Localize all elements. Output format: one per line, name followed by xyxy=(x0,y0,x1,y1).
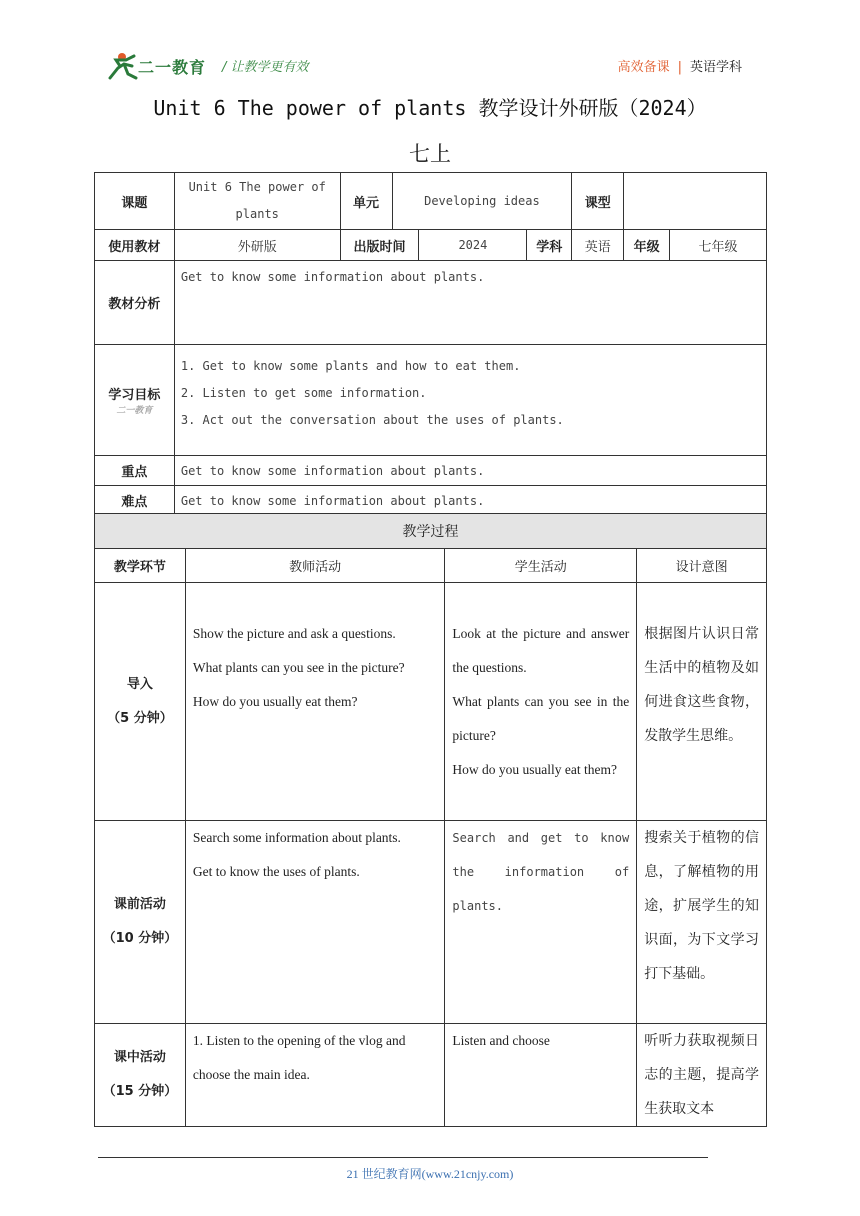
process-title: 教学过程 xyxy=(95,514,767,549)
teacher-line: 1. Listen to the opening of the vlog and choose the main idea. xyxy=(192,1033,406,1082)
lesson-type-value xyxy=(624,173,767,230)
goals-label-cell xyxy=(95,345,175,456)
document-title-line2: 七上 xyxy=(409,142,451,166)
stage-cell xyxy=(95,583,186,821)
pubtime-value: 2024 xyxy=(419,230,527,261)
topic-label: 课题 xyxy=(95,173,175,230)
header-tag-subject: 英语学科 xyxy=(689,60,742,75)
student-activity xyxy=(445,583,637,821)
goal-item: 1. Get to know some plants and how to eat them. xyxy=(180,359,521,373)
teacher-line: Get to know the uses of plants. xyxy=(192,864,360,879)
goals-label: 学习目标 xyxy=(108,388,161,403)
page-header xyxy=(0,0,860,90)
info-table xyxy=(94,172,767,516)
process-header-student: 学生活动 xyxy=(445,549,637,583)
table-row xyxy=(95,821,767,1024)
goals-watermark: 二一教育 xyxy=(116,406,153,416)
teacher-line: What plants can you see in the picture? xyxy=(192,660,405,675)
header-separator: | xyxy=(677,60,682,75)
process-header-stage: 教学环节 xyxy=(95,549,186,583)
student-line: Search and get to know the information of plants. xyxy=(452,831,630,913)
design-intent: 根据图片认识日常生活中的植物及如何进食这些食物，发散学生思维。 xyxy=(637,583,767,821)
unit-label: 单元 xyxy=(340,173,392,230)
stage-cell xyxy=(95,821,186,1024)
student-activity xyxy=(445,1024,637,1127)
textbook-value: 外研版 xyxy=(174,230,340,261)
header-tag-efficient: 高效备课 xyxy=(617,60,670,75)
header-slogan: / 让教学更有效 xyxy=(222,60,309,75)
student-line: How do you usually eat them? xyxy=(452,762,618,777)
process-header-intent: 设计意图 xyxy=(637,549,767,583)
lesson-type-label: 课型 xyxy=(572,173,624,230)
goals-list xyxy=(174,345,766,456)
teacher-activity xyxy=(185,1024,445,1127)
analysis-label: 教材分析 xyxy=(95,261,175,345)
stage-time: （15 分钟） xyxy=(102,1084,178,1099)
textbook-label: 使用教材 xyxy=(95,230,175,261)
teacher-line: How do you usually eat them? xyxy=(192,694,358,709)
design-intent: 搜索关于植物的信息，了解植物的用途，扩展学生的知识面，为下文学习打下基础。 xyxy=(637,821,767,1024)
key-point-label: 重点 xyxy=(95,456,175,486)
topic-value: Unit 6 The power of plants xyxy=(174,173,340,230)
student-line: What plants can you see in the picture? xyxy=(452,694,630,743)
teacher-activity xyxy=(185,821,445,1024)
subject-value: 英语 xyxy=(572,230,624,261)
process-header-teacher: 教师活动 xyxy=(185,549,445,583)
process-table xyxy=(94,513,767,1127)
stage-cell xyxy=(95,1024,186,1127)
grade-label: 年级 xyxy=(624,230,670,261)
stage-time: （5 分钟） xyxy=(107,710,173,726)
table-row xyxy=(95,1024,767,1127)
header-right xyxy=(618,56,742,75)
teacher-line: Search some information about plants. xyxy=(192,830,401,845)
stage-name: 导入 xyxy=(126,676,153,692)
student-line: Listen and choose xyxy=(452,1033,550,1048)
grade-value: 七年级 xyxy=(670,230,767,261)
design-intent: 听听力获取视频日志的主题，提高学生获取文本 xyxy=(637,1024,767,1127)
analysis-value: Get to know some information about plants. xyxy=(174,261,766,345)
stage-name: 课前活动 xyxy=(113,897,166,912)
difficulty-label: 难点 xyxy=(95,486,175,516)
key-point-value: Get to know some information about plants. xyxy=(174,456,766,486)
footer-divider xyxy=(98,1157,708,1158)
table-row xyxy=(95,583,767,821)
student-line: Look at the picture and answer the questions. xyxy=(452,626,630,675)
pubtime-label: 出版时间 xyxy=(340,230,419,261)
student-activity xyxy=(445,821,637,1024)
stage-name: 课中活动 xyxy=(113,1050,166,1065)
subject-label: 学科 xyxy=(527,230,572,261)
footer-link[interactable]: 21 世纪教育网(www.21cnjy.com) xyxy=(346,1167,514,1181)
unit-value: Developing ideas xyxy=(392,173,572,230)
goal-item: 2. Listen to get some information. xyxy=(180,386,427,400)
stage-time: （10 分钟） xyxy=(102,931,178,946)
document-title-line1: Unit 6 The power of plants 教学设计外研版（2024） xyxy=(153,96,707,120)
logo-text: 二一教育 xyxy=(138,58,207,77)
difficulty-value: Get to know some information about plants. xyxy=(174,486,766,516)
teacher-activity xyxy=(185,583,445,821)
teacher-line: Show the picture and ask a questions. xyxy=(192,626,396,641)
goal-item: 3. Act out the conversation about the uses of plants. xyxy=(180,413,564,427)
